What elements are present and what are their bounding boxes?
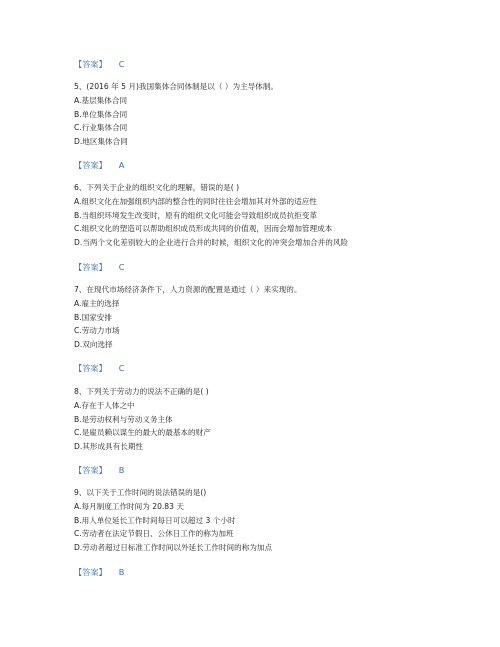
question-8 [74, 385, 434, 454]
option-c: C.劳动者在法定节假日、公休日工作的称为加班 [74, 529, 234, 539]
answer-line [74, 160, 124, 171]
question-stem: 8、下列关于劳动力的说法不正确的是( ) [74, 387, 209, 396]
answer-line [74, 262, 124, 273]
option-c: C.劳动力市场 [74, 326, 120, 336]
question-stem: 6、下列关于企业的组织文化的理解，错误的是( ) [74, 183, 240, 192]
option-c: C.行业集体合同 [74, 123, 128, 133]
answer-line [74, 567, 124, 578]
option-a: A.每月制度工作时间为 20.83 天 [74, 501, 184, 511]
question-7 [74, 283, 434, 352]
answer-value: B [118, 465, 125, 475]
answer-value: C [118, 363, 125, 373]
option-b: B.是劳动权利与劳动义务主体 [74, 414, 173, 424]
answer-line [74, 363, 124, 374]
option-c: C.组织文化的塑造可以帮助组织成员形成共同的价值观，因而会增加管理成本 [74, 224, 333, 234]
option-d: D.当两个文化差别较大的企业进行合并的时候，组织文化的冲突会增加合并的风险 [74, 238, 349, 248]
answer-value: A [118, 160, 125, 170]
answer-label: 【答案】 [74, 262, 107, 272]
option-d: D.其形成具有长期性 [74, 442, 144, 452]
question-stem: 7、在现代市场经济条件下，人力资源的配置是通过（ ）来实现的。 [74, 285, 302, 294]
question-stem: 9、以下关于工作时间的说法错误的是() [74, 488, 207, 497]
option-a: A.组织文化在加强组织内部的整合性的同时往往会增加其对外部的适应性 [74, 196, 317, 206]
question-6 [74, 181, 434, 250]
option-d: D.地区集体合同 [74, 137, 128, 147]
answer-label: 【答案】 [74, 465, 107, 475]
answer-label: 【答案】 [74, 59, 107, 69]
answer-label: 【答案】 [74, 160, 107, 170]
answer-value: C [118, 59, 125, 69]
option-a: A.存在于人体之中 [74, 400, 135, 410]
question-5 [74, 80, 434, 149]
option-b: B.用人单位延长工作时间每日可以超过 3 个小时 [74, 515, 236, 525]
option-c: C.是雇员赖以谋生的最大的最基本的财产 [74, 428, 211, 438]
option-b: B.国家安排 [74, 312, 112, 322]
answer-line [74, 59, 124, 70]
question-stem: 5、(2016 年 5 月)我国集体合同体制是以（ ）为主导体制。 [74, 82, 279, 91]
answer-value: B [118, 567, 125, 577]
answer-line [74, 465, 124, 476]
answer-label: 【答案】 [74, 363, 107, 373]
option-d: D.劳动者超过日标准工作时间以外延长工作时间的称为加点 [74, 543, 273, 553]
option-b: B.当组织环境发生改变时，原有的组织文化可能会导致组织成员抗拒变革 [74, 210, 318, 220]
option-a: A.基层集体合同 [74, 95, 128, 105]
answer-label: 【答案】 [74, 567, 107, 577]
option-d: D.双向选择 [74, 340, 113, 350]
option-b: B.单位集体合同 [74, 109, 128, 119]
question-9 [74, 486, 434, 555]
option-a: A.雇主的选择 [74, 298, 120, 308]
answer-value: C [118, 262, 125, 272]
